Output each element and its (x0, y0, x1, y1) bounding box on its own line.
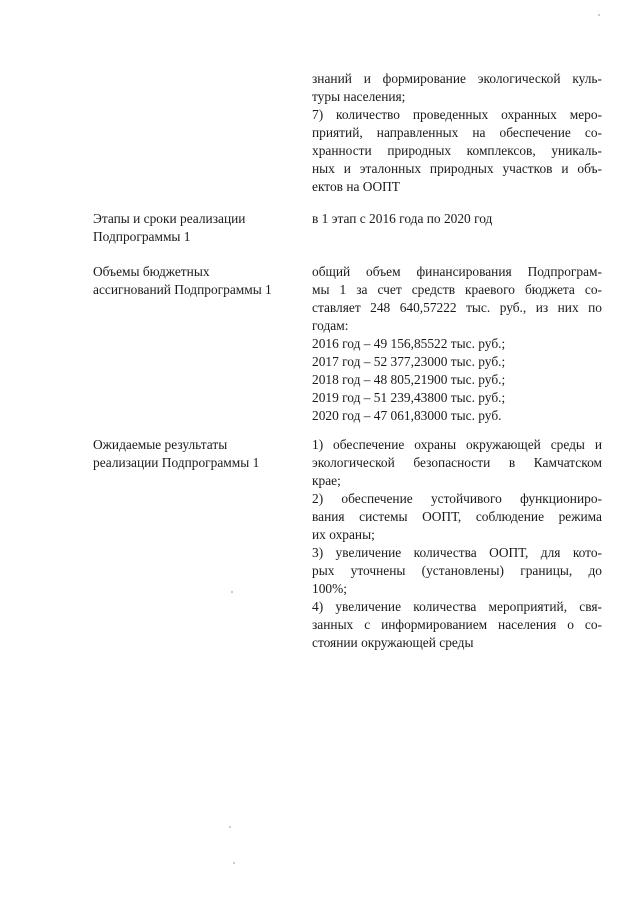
label-line: реализации Подпрограммы 1 (93, 455, 260, 470)
row-value-budget (312, 263, 602, 425)
value-line: 2018 год – 48 805,21900 тыс. руб.; (312, 372, 506, 387)
row-label-budget (93, 263, 298, 299)
text-line: туры населения; (312, 89, 406, 104)
scan-speck (229, 826, 231, 828)
text-line: приятий, направленных на обеспечение со- (312, 125, 602, 140)
text-line: 7) количество проведенных охранных меро- (312, 107, 602, 122)
value-line: общий объем финансирования Подпрограм- (312, 264, 602, 279)
row-value-stages (312, 210, 602, 228)
value-line: ставляет 248 640,57222 тыс. руб., из них по (312, 300, 602, 315)
label-line: Ожидаемые результаты (93, 437, 228, 452)
value-line: годам: (312, 318, 349, 333)
value-line: крае; (312, 473, 341, 488)
value-line: 2017 год – 52 377,23000 тыс. руб.; (312, 354, 506, 369)
row-label-stages (93, 210, 298, 246)
value-line: 2016 год – 49 156,85522 тыс. руб.; (312, 336, 506, 351)
row-label-results (93, 436, 298, 472)
value-line: 1) обеспечение охраны окружающей среды и (312, 437, 602, 452)
scan-speck (233, 862, 235, 864)
value-line: вания системы ООПТ, соблюдение режима (312, 509, 602, 524)
value-line: стоянии окружающей среды (312, 635, 474, 650)
label-line: Этапы и сроки реализации (93, 211, 246, 226)
value-line: мы 1 за счет средств краевого бюджета со- (312, 282, 602, 297)
value-line: 2020 год – 47 061,83000 тыс. руб. (312, 408, 502, 423)
text-line: ных и эталонных природных участков и объ- (312, 161, 602, 176)
value-line: экологической безопасности в Камчатском (312, 455, 602, 470)
value-line: их охраны; (312, 527, 375, 542)
row-value-results (312, 436, 602, 652)
value-line: 2019 год – 51 239,43800 тыс. руб.; (312, 390, 506, 405)
scan-speck (231, 591, 233, 593)
value-line: 2) обеспечение устойчивого функциониро- (312, 491, 602, 506)
label-line: ассигнований Подпрограммы 1 (93, 282, 272, 297)
intro-text (312, 70, 602, 196)
value-line: в 1 этап с 2016 года по 2020 год (312, 211, 493, 226)
text-line: знаний и формирование экологической куль- (312, 71, 602, 86)
text-line: ектов на ООПТ (312, 179, 400, 194)
value-line: занных с информированием населения о со- (312, 617, 602, 632)
text-line: хранности природных комплексов, уникаль- (312, 143, 602, 158)
value-line: 4) увеличение количества мероприятий, свя- (312, 599, 602, 614)
scan-speck (598, 14, 600, 16)
value-line: 100%; (312, 581, 347, 596)
label-line: Подпрограммы 1 (93, 229, 191, 244)
value-line: рых уточнены (установлены) границы, до (312, 563, 602, 578)
value-line: 3) увеличение количества ООПТ, для кото- (312, 545, 602, 560)
label-line: Объемы бюджетных (93, 264, 210, 279)
